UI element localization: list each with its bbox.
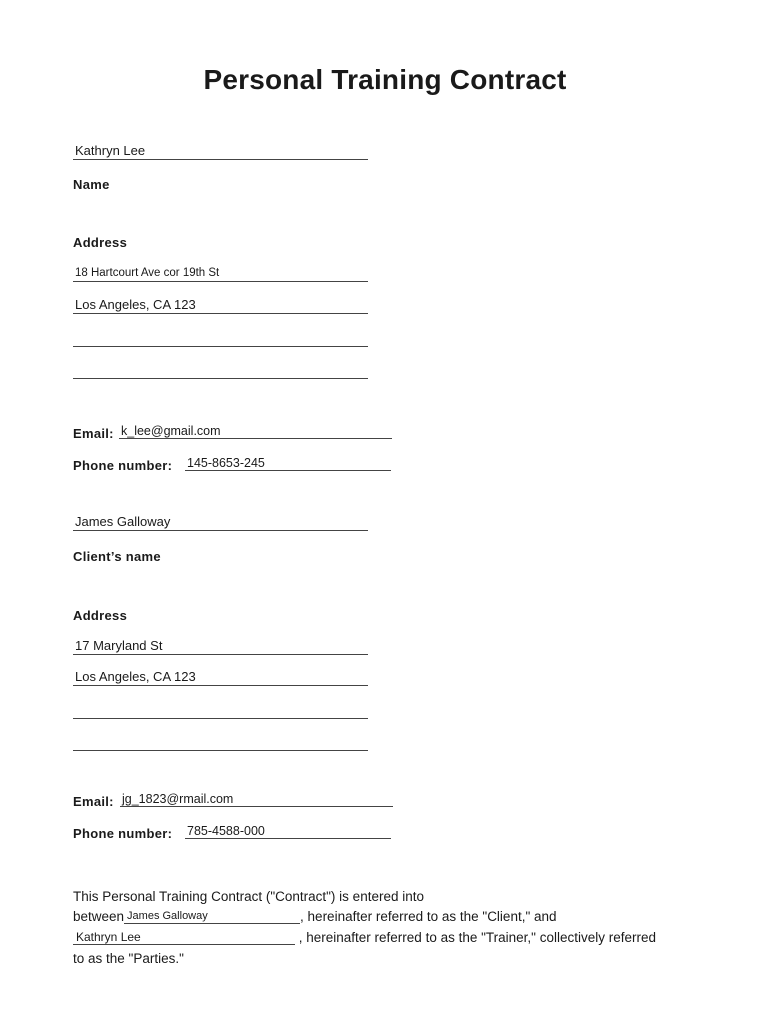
trainer-name-label: Name (73, 177, 110, 192)
trainer-phone-label: Phone number: (73, 458, 173, 473)
trainer-address-label: Address (73, 235, 128, 250)
trainer-address-line1-field[interactable]: 18 Hartcourt Ave cor 19th St (73, 265, 368, 282)
trainer-address-line4-field[interactable] (73, 362, 368, 379)
trainer-email-field[interactable]: k_lee@gmail.com (119, 424, 392, 439)
agreement-between-word: between (73, 909, 125, 924)
page-title: Personal Training Contract (203, 64, 567, 95)
client-name-field[interactable]: James Galloway (73, 514, 368, 531)
agreement-line-4: to as the "Parties." (73, 951, 184, 966)
agreement-client-field[interactable]: James Galloway (124, 909, 300, 924)
agreement-trainer-field[interactable]: Kathryn Lee (73, 930, 295, 945)
client-phone-label: Phone number: (73, 826, 173, 841)
client-address-label: Address (73, 608, 128, 623)
trainer-name-field[interactable]: Kathryn Lee (73, 143, 368, 160)
client-phone-field[interactable]: 785-4588-000 (185, 824, 391, 839)
client-address-line1-field[interactable]: 17 Maryland St (73, 638, 368, 655)
agreement-trainer-suffix: , hereinafter referred to as the "Trainer," collectively referred (295, 930, 656, 945)
agreement-line-3 (73, 930, 656, 945)
client-address-line3-field[interactable] (73, 702, 368, 719)
trainer-address-line3-field[interactable] (73, 330, 368, 347)
agreement-line-2 (73, 909, 557, 924)
trainer-email-label: Email: (73, 426, 114, 441)
client-address-line2-field[interactable]: Los Angeles, CA 123 (73, 669, 368, 686)
agreement-client-suffix: , hereinafter referred to as the "Client," and (300, 909, 557, 924)
trainer-phone-field[interactable]: 145-8653-245 (185, 456, 391, 471)
client-name-label: Client’s name (73, 549, 161, 564)
client-address-line4-field[interactable] (73, 734, 368, 751)
client-email-label: Email: (73, 794, 114, 809)
agreement-line-1: This Personal Training Contract ("Contract") is entered into (73, 889, 424, 904)
client-email-field[interactable]: jg_1823@rmail.com (120, 792, 393, 807)
trainer-address-line2-field[interactable]: Los Angeles, CA 123 (73, 297, 368, 314)
